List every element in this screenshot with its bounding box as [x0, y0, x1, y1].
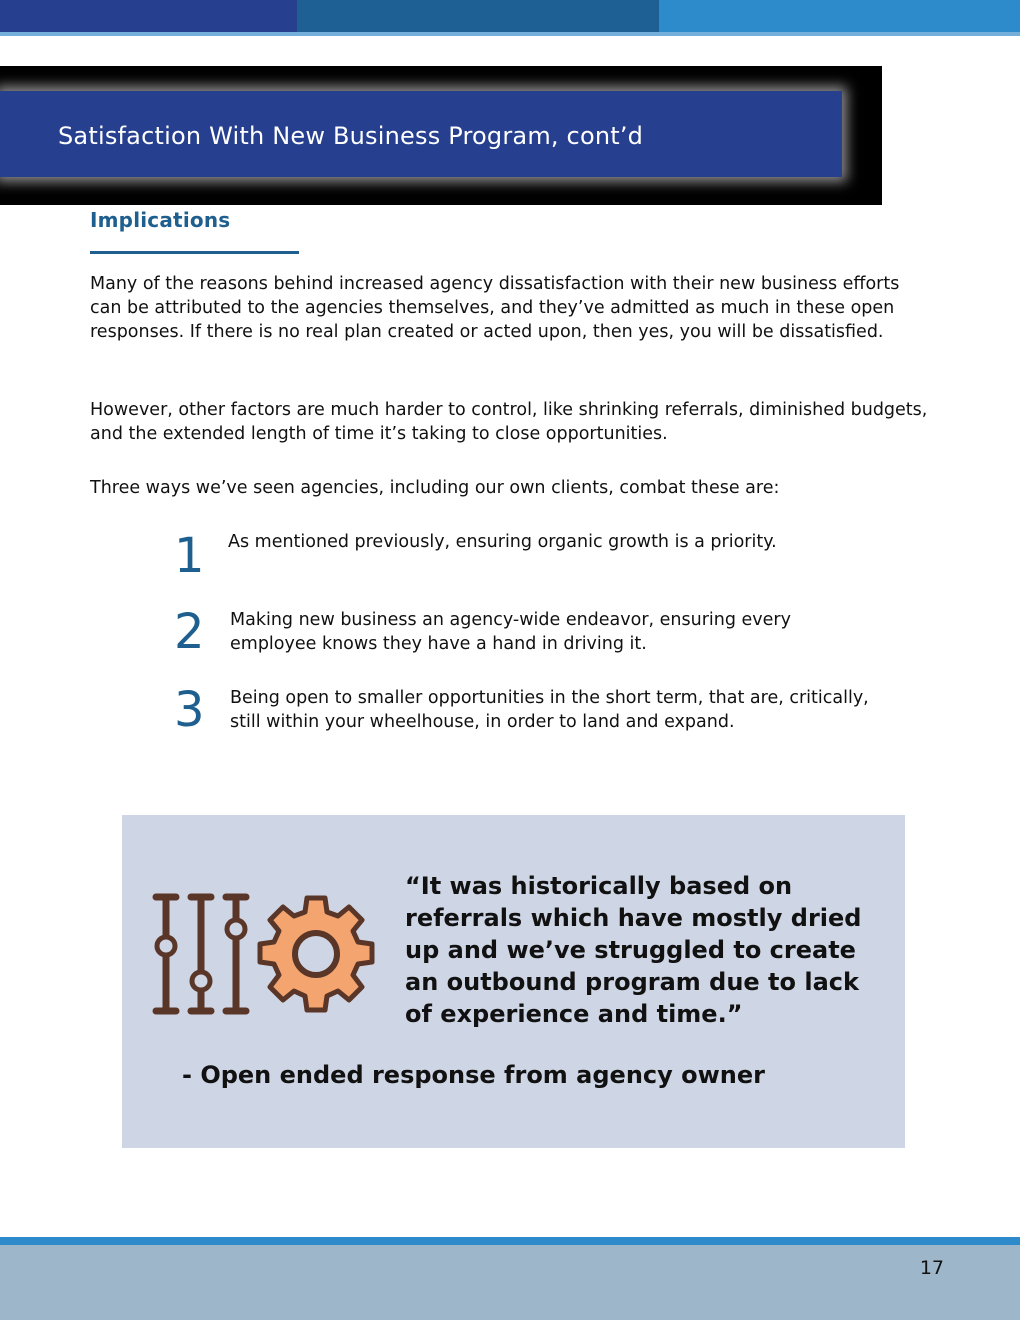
top-color-bar	[0, 0, 1020, 36]
title-banner	[0, 66, 882, 205]
numbered-item	[174, 604, 894, 668]
quote-text: “It was historically based on referrals which have mostly dried up and we’ve struggled to create an outbound program due to lack of experience and time.”	[405, 872, 862, 1028]
settings-sliders-gear-icon	[148, 889, 380, 1019]
top-bar-segment-navy	[0, 0, 297, 32]
item-text: Making new business an agency-wide endeavor, ensuring every employee knows they have a hand in driving it.	[230, 610, 791, 654]
item-text: As mentioned previously, ensuring organic growth is a priority.	[228, 532, 777, 552]
item-text: Being open to smaller opportunities in the short term, that are, critically, still within your wheelhouse, in order to land and expand.	[230, 688, 869, 732]
quote-attribution: - Open ended response from agency owner	[182, 1061, 765, 1089]
item-number: 2	[174, 604, 205, 660]
paragraph-other-factors: However, other factors are much harder to control, like shrinking referrals, diminished budgets, and the extended length of time it’s taking to close opportunities.	[90, 400, 928, 444]
title-banner-panel	[0, 91, 842, 177]
item-number: 1	[174, 528, 205, 584]
quote-callout	[122, 815, 905, 1148]
paragraph-three-ways-intro: Three ways we’ve seen agencies, including our own clients, combat these are:	[90, 478, 780, 498]
paragraph-dissatisfaction-reasons: Many of the reasons behind increased agency dissatisfaction with their new business efforts can be attributed to the agencies themselves, and they’ve admitted as much in these open responses. If there is no real plan created or acted upon, then yes, you will be dissatisfied.	[90, 274, 900, 342]
page-footer	[0, 1245, 1020, 1320]
top-bar-underline	[0, 32, 1020, 36]
footer-accent-line	[0, 1237, 1020, 1245]
page-number: 17	[919, 1257, 944, 1279]
page-title: Satisfaction With New Business Program, cont’d	[58, 122, 644, 150]
top-bar-segment-mid-blue	[297, 0, 659, 32]
numbered-item	[174, 682, 894, 746]
item-number: 3	[174, 682, 205, 738]
section-heading-underline	[90, 251, 299, 254]
section-heading: Implications	[90, 208, 231, 232]
top-bar-segment-light-blue	[659, 0, 1020, 32]
numbered-item	[174, 530, 894, 590]
